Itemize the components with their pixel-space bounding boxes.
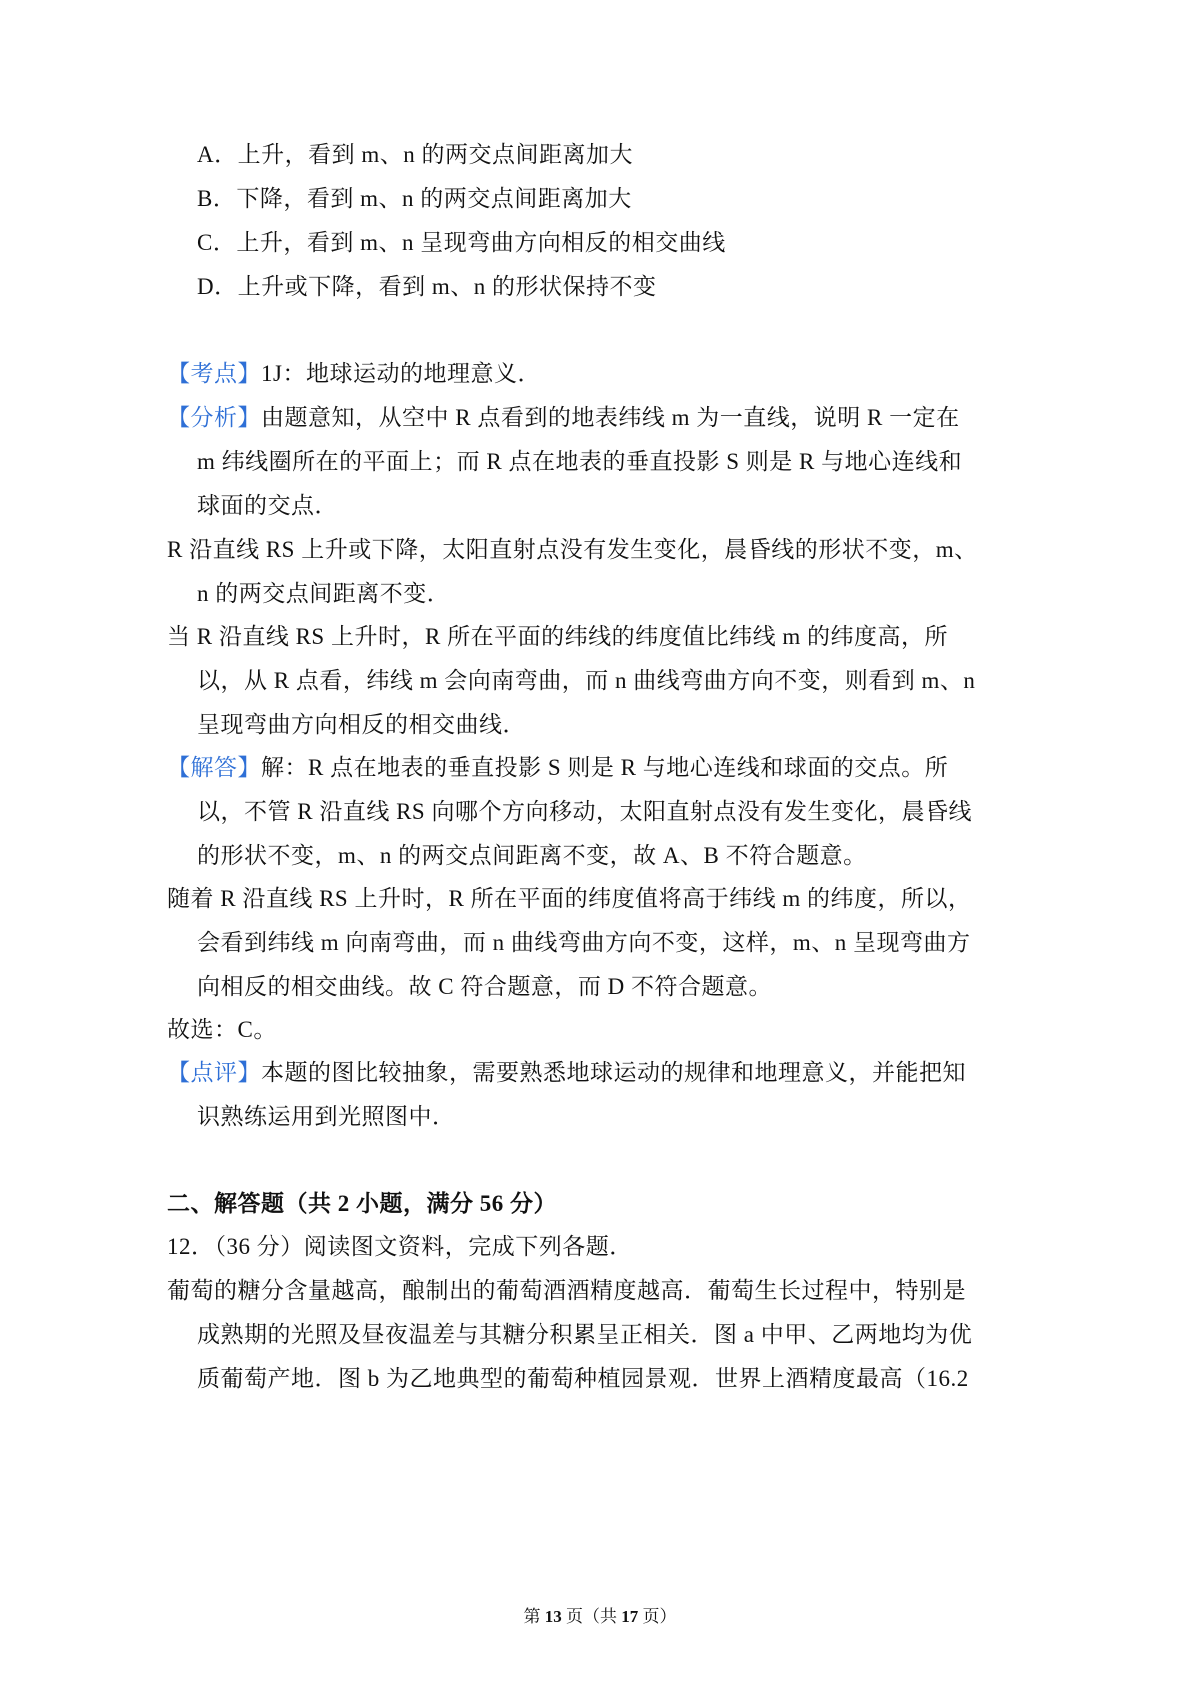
- jieda-text-1: 解：R 点在地表的垂直投影 S 则是 R 与地心连线和球面的交点。所: [261, 755, 949, 780]
- option-a: A．上升，看到 m、n 的两交点间距离加大: [197, 142, 633, 167]
- fenxi-line-1: [167, 403, 960, 433]
- para4-line-1: 葡萄的糖分含量越高，酿制出的葡萄酒酒精度越高．葡萄生长过程中，特别是: [167, 1278, 966, 1303]
- footer-total-pages: 17: [621, 1607, 639, 1626]
- kaodian-text: 1J：地球运动的地理意义．: [261, 361, 541, 386]
- para2-line-3: 呈现弯曲方向相反的相交曲线．: [197, 712, 526, 737]
- footer-middle: 页（共: [561, 1607, 622, 1626]
- para1-line-1: R 沿直线 RS 上升或下降，太阳直射点没有发生变化，晨昏线的形状不变，m、: [167, 537, 978, 562]
- question-12: 12．（36 分）阅读图文资料，完成下列各题．: [167, 1234, 633, 1259]
- jieda-line-2: 以，不管 R 沿直线 RS 向哪个方向移动，太阳直射点没有发生变化，晨昏线: [197, 799, 972, 824]
- para4-line-2: 成熟期的光照及昼夜温差与其糖分积累呈正相关．图 a 中甲、乙两地均为优: [197, 1322, 973, 1347]
- para4-line-3: 质葡萄产地．图 b 为乙地典型的葡萄种植园景观．世界上酒精度最高（16.2: [197, 1366, 969, 1391]
- fenxi-text-1: 由题意知，从空中 R 点看到的地表纬线 m 为一直线，说明 R 一定在: [261, 405, 960, 430]
- kaodian-line: [167, 359, 541, 389]
- dianping-line-2: 识熟练运用到光照图中．: [197, 1104, 456, 1129]
- dianping-line-1: [167, 1058, 966, 1088]
- dianping-text-1: 本题的图比较抽象，需要熟悉地球运动的规律和地理意义，并能把知: [261, 1060, 966, 1085]
- para2-line-1: 当 R 沿直线 RS 上升时，R 所在平面的纬线的纬度值比纬线 m 的纬度高，所: [167, 624, 948, 649]
- jieda-line-3: 的形状不变，m、n 的两交点间距离不变，故 A、B 不符合题意。: [197, 843, 867, 868]
- para1-line-2: n 的两交点间距离不变．: [197, 581, 451, 606]
- option-c: C．上升，看到 m、n 呈现弯曲方向相反的相交曲线: [197, 230, 726, 255]
- kaodian-tag: 【考点】: [167, 361, 261, 386]
- para3-line-3: 向相反的相交曲线。故 C 符合题意，而 D 不符合题意。: [197, 974, 772, 999]
- jieda-line-1: [167, 753, 948, 783]
- answer-line: 故选：C。: [167, 1017, 277, 1042]
- option-d: D．上升或下降，看到 m、n 的形状保持不变: [197, 274, 657, 299]
- dianping-tag: 【点评】: [167, 1060, 261, 1085]
- para3-line-2: 会看到纬线 m 向南弯曲，而 n 曲线弯曲方向不变，这样，m、n 呈现弯曲方: [197, 930, 971, 955]
- para2-line-2: 以，从 R 点看，纬线 m 会向南弯曲，而 n 曲线弯曲方向不变，则看到 m、n: [197, 668, 976, 693]
- fenxi-line-3: 球面的交点．: [197, 493, 338, 518]
- page-footer: [0, 1605, 1200, 1629]
- para3-line-1: 随着 R 沿直线 RS 上升时，R 所在平面的纬度值将高于纬线 m 的纬度，所以，: [167, 886, 972, 911]
- footer-suffix: 页）: [638, 1607, 677, 1626]
- fenxi-line-2: m 纬线圈所在的平面上；而 R 点在地表的垂直投影 S 则是 R 与地心连线和: [197, 449, 963, 474]
- footer-page-number: 13: [544, 1607, 562, 1626]
- footer-prefix: 第: [523, 1607, 545, 1626]
- option-b: B．下降，看到 m、n 的两交点间距离加大: [197, 186, 632, 211]
- section-heading: 二、解答题（共 2 小题，满分 56 分）: [167, 1191, 557, 1216]
- jieda-tag: 【解答】: [167, 755, 261, 780]
- fenxi-tag: 【分析】: [167, 405, 261, 430]
